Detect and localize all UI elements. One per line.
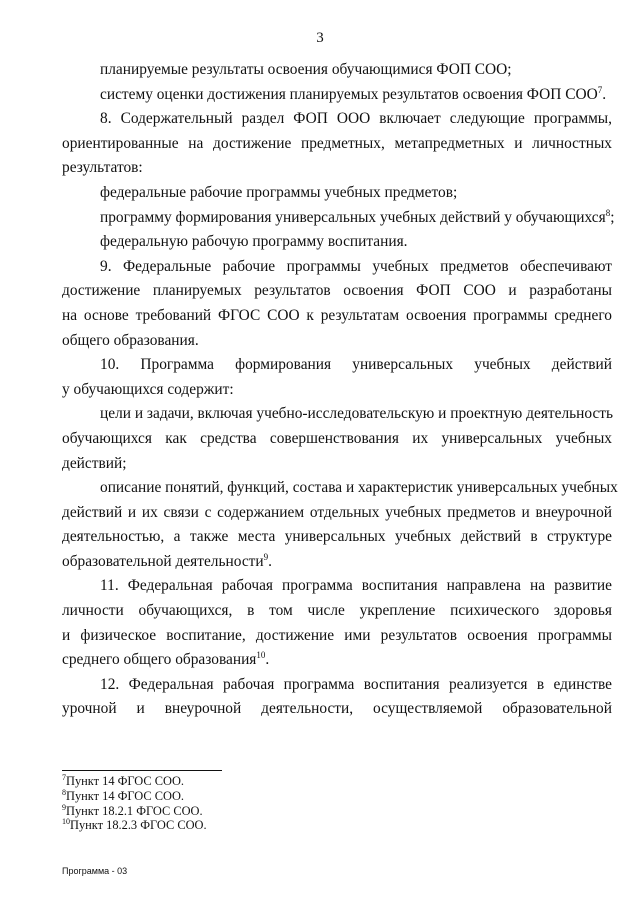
text-line — [62, 58, 612, 83]
text-line — [62, 673, 612, 698]
text-line-content: цели и задачи, включая учебно-исследовательскую и проектную деятельность — [100, 405, 614, 423]
text-line-content: 8. Содержательный раздел ФОП ООО включает следующие программы, — [100, 110, 612, 128]
text-line-content: на основе требований ФГОС СОО к результатам освоения программы среднего — [62, 306, 612, 324]
footnote-mark: 10 — [62, 817, 70, 827]
text-line-content: 12. Федеральная рабочая программа воспитания реализуется в единстве — [100, 675, 612, 693]
body-text — [62, 58, 618, 722]
text-line — [62, 427, 612, 452]
page-number: 3 — [316, 30, 324, 46]
text-line-content: личности обучающихся, в том числе укрепление психического здоровья — [62, 602, 612, 620]
text-line — [62, 279, 612, 304]
text-line-content: систему оценки достижения планируемых результатов освоения ФОП СОО — [100, 85, 598, 103]
text-line-content: результатов: — [62, 159, 143, 177]
footnote-text: Пункт 18.2.3 ФГОС СОО. — [70, 818, 207, 833]
footnote — [62, 804, 207, 819]
text-line — [62, 132, 612, 157]
text-line-content: урочной и внеурочной деятельности, осуществляемой образовательной — [62, 700, 612, 718]
text-line — [62, 550, 612, 575]
text-line-content: у обучающихся содержит: — [62, 380, 234, 398]
text-line — [62, 107, 612, 132]
text-line-content: действий; — [62, 454, 127, 472]
footnote-reference: 10 — [256, 650, 266, 661]
footnote-mark: 9 — [62, 802, 66, 812]
text-line — [62, 574, 612, 599]
text-line-content: достижение планируемых результатов освоения ФОП СОО и разработаны — [62, 282, 612, 300]
text-line-content: деятельностью, а также места универсальных учебных действий в структуре — [62, 528, 612, 546]
text-line-content: описание понятий, функций, состава и характеристик универсальных учебных — [100, 479, 618, 497]
text-line-content: образовательной деятельности — [62, 552, 264, 570]
text-line-content: действий и их связи с содержанием отдельных учебных предметов и внеурочной — [62, 503, 612, 521]
text-line — [62, 501, 612, 526]
text-line-content: ориентированные на достижение предметных, метапредметных и личностных — [62, 134, 612, 152]
text-line-tail: . — [268, 552, 272, 570]
text-line — [62, 402, 612, 427]
text-line — [62, 624, 612, 649]
text-line — [62, 304, 612, 329]
footnote-separator — [62, 770, 222, 771]
footnote-text: Пункт 18.2.1 ФГОС СОО. — [66, 803, 203, 818]
footnote — [62, 789, 207, 804]
text-line-content: общего образования. — [62, 331, 199, 349]
text-line-tail: ; — [610, 208, 615, 226]
text-line — [62, 599, 612, 624]
text-line — [62, 452, 612, 477]
text-line — [62, 255, 612, 280]
text-line — [62, 156, 612, 181]
text-line — [62, 648, 612, 673]
text-line — [62, 83, 612, 108]
footnote-mark: 8 — [62, 787, 66, 797]
footnote — [62, 774, 207, 789]
text-line-content: планируемые результаты освоения обучающимися ФОП СОО; — [100, 61, 512, 78]
text-line — [62, 329, 612, 354]
footer-label: Программа - 03 — [62, 866, 128, 876]
text-line — [62, 230, 612, 255]
text-line-content: среднего общего образования — [62, 651, 257, 669]
text-line — [62, 378, 612, 403]
text-line-content: 10. Программа формирования универсальных учебных действий — [100, 356, 612, 374]
footnote-mark: 7 — [62, 772, 66, 782]
text-line — [62, 476, 618, 501]
text-line-content: программу формирования универсальных учебных действий у обучающихся — [100, 208, 606, 226]
text-line-content: 11. Федеральная рабочая программа воспитания направлена на развитие — [100, 577, 612, 595]
text-line — [62, 353, 612, 378]
text-line — [62, 206, 615, 231]
footnote-reference: 8 — [605, 207, 611, 218]
text-line-content: 9. Федеральные рабочие программы учебных предметов обеспечивают — [100, 257, 612, 275]
text-line-content: федеральную рабочую программу воспитания. — [100, 233, 408, 251]
footnote-text: Пункт 14 ФГОС СОО. — [66, 774, 184, 788]
footnote — [62, 818, 207, 833]
text-line-tail: . — [602, 85, 607, 103]
text-line — [62, 181, 612, 206]
text-line — [62, 697, 612, 722]
footnotes — [62, 774, 207, 833]
text-line-tail: . — [265, 651, 270, 669]
text-line — [62, 525, 612, 550]
text-line-content: и физическое воспитание, достижение ими результатов освоения программы — [62, 626, 612, 644]
text-line-content: федеральные рабочие программы учебных предметов; — [100, 183, 458, 201]
text-line-content: обучающихся как средства совершенствования их универсальных учебных — [62, 429, 612, 447]
footnote-reference: 9 — [263, 551, 269, 562]
footnote-text: Пункт 14 ФГОС СОО. — [66, 788, 184, 803]
footnote-reference: 7 — [597, 84, 603, 95]
